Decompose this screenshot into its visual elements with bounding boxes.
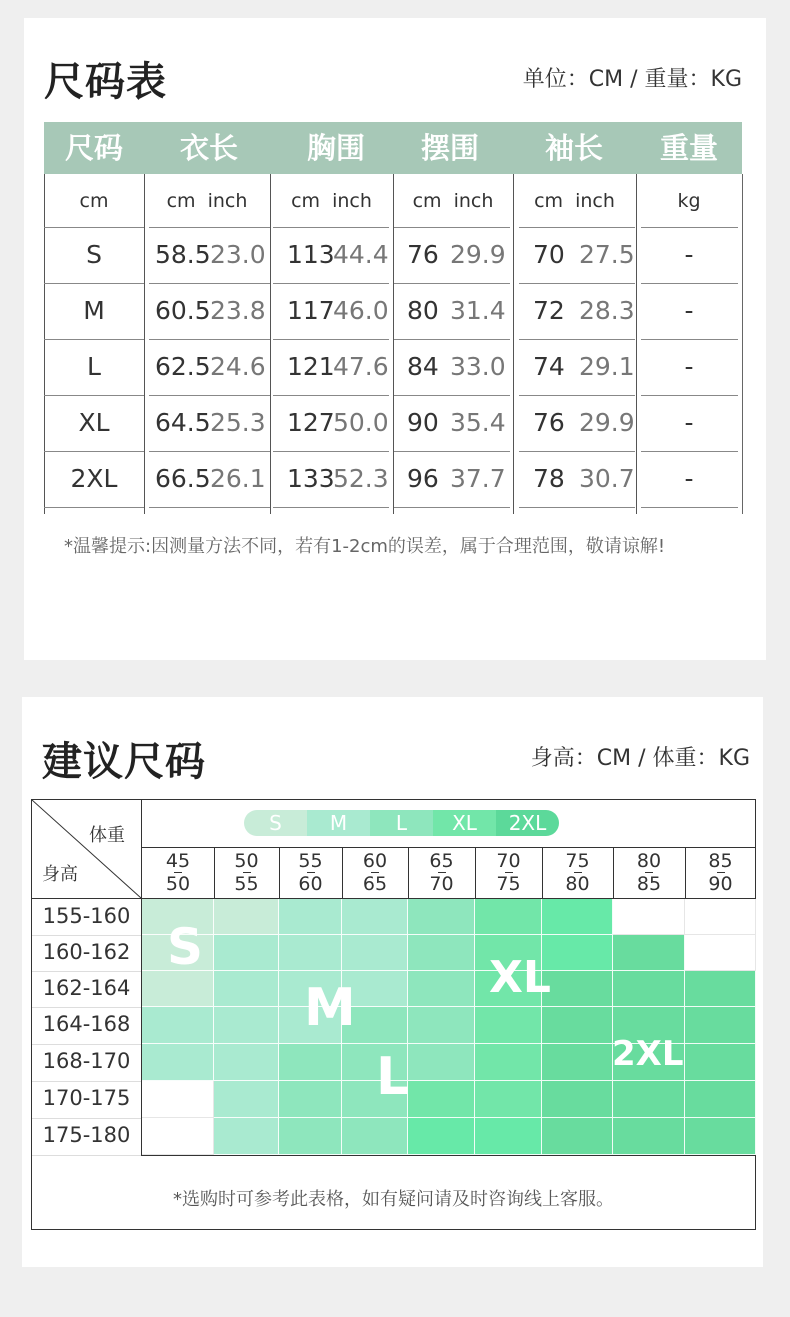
range-dash <box>717 872 725 873</box>
row-divider <box>32 1155 141 1156</box>
size-cell <box>685 1081 756 1118</box>
region-label-l: L <box>376 1047 410 1107</box>
inch-value: 26.1 <box>210 464 266 493</box>
weight-to: 70 <box>429 873 454 895</box>
height-axis-label: 身高 <box>42 864 78 885</box>
weight-column-label <box>613 850 685 896</box>
header-weight: 重量 <box>659 131 718 165</box>
range-dash <box>174 872 182 873</box>
cm-value: 78 <box>533 464 565 493</box>
size-cell <box>142 971 214 1007</box>
size-cell <box>342 899 408 935</box>
row-divider <box>394 507 510 508</box>
cm-value: 70 <box>533 240 565 269</box>
range-dash <box>371 872 379 873</box>
row-divider <box>394 339 510 340</box>
row-divider <box>519 339 635 340</box>
row-divider <box>273 507 389 508</box>
weight-to: 85 <box>636 873 662 895</box>
size-label: 2XL <box>70 464 118 493</box>
column-divider <box>44 174 45 514</box>
size-cell <box>279 1081 342 1118</box>
size-cell <box>408 1081 475 1118</box>
header-size: 尺码 <box>64 131 123 165</box>
row-divider <box>44 283 144 284</box>
inch-value: 29.9 <box>579 408 635 437</box>
row-divider <box>641 227 738 228</box>
size-cell <box>542 1118 613 1155</box>
weight-column-label <box>279 850 342 896</box>
row-divider <box>44 339 144 340</box>
size-cell <box>542 935 613 971</box>
size-cell <box>214 1081 279 1118</box>
inch-value: 29.9 <box>450 240 506 269</box>
row-divider <box>394 227 510 228</box>
column-divider <box>144 174 145 514</box>
range-dash <box>243 872 251 873</box>
cm-value: 64.5 <box>155 408 211 437</box>
size-cell <box>685 935 756 971</box>
size-table-body <box>44 174 742 514</box>
recommendation-note: *选购时可参考此表格，如有疑问请及时咨询线上客服。 <box>173 1189 614 1210</box>
column-divider <box>214 847 215 899</box>
weight-value: - <box>684 464 694 493</box>
size-cell <box>142 1118 214 1155</box>
header-hem: 摆围 <box>420 131 479 165</box>
weight-column-label <box>685 850 756 896</box>
weight-value: - <box>684 296 694 325</box>
row-divider <box>32 1081 141 1082</box>
weight-to: 75 <box>496 873 521 895</box>
recommendation-unit: 身高：CM / 体重：KG <box>530 746 750 771</box>
height-row-label: 168-170 <box>42 1049 131 1073</box>
cm-value: 74 <box>533 352 565 381</box>
cm-value: 117 <box>287 296 335 325</box>
weight-to: 80 <box>565 873 590 895</box>
size-cell <box>142 1081 214 1118</box>
size-cell <box>685 1118 756 1155</box>
size-label: S <box>86 240 102 269</box>
weight-value: - <box>684 352 694 381</box>
cm-value: 127 <box>287 408 335 437</box>
size-label: XL <box>78 408 110 437</box>
column-divider <box>636 174 637 514</box>
size-cell <box>408 1007 475 1044</box>
size-cell <box>475 1118 542 1155</box>
header-length: 衣长 <box>179 131 238 165</box>
inch-value: 44.4 <box>333 240 389 269</box>
weight-column-label <box>142 850 214 896</box>
column-divider <box>513 174 514 514</box>
weight-to: 55 <box>234 873 259 895</box>
size-cell <box>542 1044 613 1081</box>
row-divider <box>273 227 389 228</box>
row-divider <box>273 451 389 452</box>
legend-item-s: S <box>244 810 307 836</box>
inch-value: 28.3 <box>579 296 635 325</box>
size-cell <box>542 1007 613 1044</box>
size-cell <box>475 1044 542 1081</box>
weight-from: 55 <box>298 850 323 872</box>
weight-column-label <box>542 850 613 896</box>
subheader-4: cm inch <box>534 190 615 212</box>
cm-value: 96 <box>407 464 439 493</box>
inch-value: 23.0 <box>210 240 266 269</box>
inch-value: 35.4 <box>450 408 506 437</box>
cm-value: 58.5 <box>155 240 211 269</box>
subheader-0: cm <box>79 190 109 212</box>
subheader-3: cm inch <box>412 190 494 212</box>
weight-to: 90 <box>708 873 733 895</box>
cm-value: 84 <box>407 352 439 381</box>
header-sleeve: 袖长 <box>544 131 603 165</box>
row-divider <box>44 451 144 452</box>
size-cell <box>214 899 279 935</box>
size-cell <box>408 971 475 1007</box>
size-cell <box>214 935 279 971</box>
size-label: M <box>83 296 105 325</box>
size-cell <box>342 1118 408 1155</box>
legend-item-2xl: 2XL <box>496 810 559 836</box>
size-cell <box>279 1118 342 1155</box>
region-label-2xl: 2XL <box>612 1034 684 1074</box>
subheader-2: cm inch <box>291 190 372 212</box>
size-cell <box>408 1044 475 1081</box>
size-cell <box>408 1118 475 1155</box>
row-divider <box>32 935 141 936</box>
row-divider <box>394 283 510 284</box>
column-divider <box>542 847 543 899</box>
cm-value: 62.5 <box>155 352 211 381</box>
size-cell <box>279 899 342 935</box>
cm-value: 90 <box>407 408 439 437</box>
row-divider <box>149 395 270 396</box>
size-cell <box>685 971 756 1007</box>
size-chart-unit: 单位：CM / 重量：KG <box>522 67 742 92</box>
size-cell <box>685 1007 756 1044</box>
height-row-label: 175-180 <box>42 1123 131 1147</box>
row-divider <box>641 507 738 508</box>
size-cell <box>214 1044 279 1081</box>
column-divider <box>685 847 686 899</box>
size-cell <box>613 1118 685 1155</box>
range-dash <box>645 872 653 873</box>
size-cell <box>142 1007 214 1044</box>
size-legend <box>244 810 559 836</box>
inch-value: 47.6 <box>333 352 389 381</box>
size-cell <box>408 935 475 971</box>
inch-value: 24.6 <box>210 352 266 381</box>
size-cell <box>214 1118 279 1155</box>
size-cell <box>613 971 685 1007</box>
size-chart-title: 尺码表 <box>44 59 167 105</box>
size-cell <box>214 1007 279 1044</box>
size-cell <box>475 1081 542 1118</box>
cm-value: 121 <box>287 352 335 381</box>
column-divider <box>742 174 743 514</box>
size-cell <box>685 1044 756 1081</box>
weight-value: - <box>684 240 694 269</box>
weight-column-label <box>214 850 279 896</box>
row-divider <box>394 451 510 452</box>
height-row-label: 155-160 <box>42 904 131 928</box>
size-cell <box>214 971 279 1007</box>
row-divider <box>149 507 270 508</box>
cm-value: 76 <box>533 408 565 437</box>
recommendation-title: 建议尺码 <box>42 739 206 785</box>
size-cell <box>408 899 475 935</box>
weight-column-label <box>342 850 408 896</box>
row-divider <box>519 451 635 452</box>
row-divider <box>149 227 270 228</box>
weight-from: 65 <box>429 850 454 872</box>
row-divider <box>641 339 738 340</box>
inch-value: 30.7 <box>579 464 635 493</box>
weight-from: 75 <box>565 850 590 872</box>
inch-value: 31.4 <box>450 296 506 325</box>
cm-value: 72 <box>533 296 565 325</box>
inch-value: 52.3 <box>333 464 389 493</box>
row-divider <box>519 227 635 228</box>
weight-axis-label: 体重 <box>89 825 125 846</box>
size-cell <box>142 1044 214 1081</box>
inch-value: 23.8 <box>210 296 266 325</box>
row-divider <box>394 395 510 396</box>
inch-value: 27.5 <box>579 240 635 269</box>
row-divider <box>519 395 635 396</box>
header-chest: 胸围 <box>306 131 365 165</box>
legend-item-xl: XL <box>433 810 496 836</box>
row-divider <box>32 971 141 972</box>
cm-value: 60.5 <box>155 296 211 325</box>
inch-value: 33.0 <box>450 352 506 381</box>
row-divider <box>641 395 738 396</box>
column-divider <box>408 847 409 899</box>
row-divider <box>273 283 389 284</box>
size-chart-note: *温馨提示:因测量方法不同，若有1-2cm的误差，属于合理范围，敬请谅解! <box>64 536 666 557</box>
row-divider <box>273 339 389 340</box>
row-divider <box>149 451 270 452</box>
size-cell <box>613 899 685 935</box>
height-row-label: 162-164 <box>42 976 131 1000</box>
weight-from: 50 <box>234 850 259 872</box>
row-divider <box>44 395 144 396</box>
height-row-label: 164-168 <box>42 1012 131 1036</box>
weight-to: 50 <box>165 873 191 895</box>
cm-value: 66.5 <box>155 464 211 493</box>
weight-from: 80 <box>636 850 662 872</box>
range-dash <box>438 872 446 873</box>
row-divider <box>32 1118 141 1119</box>
height-row-label: 160-162 <box>42 940 131 964</box>
row-divider <box>149 283 270 284</box>
weight-from: 85 <box>708 850 733 872</box>
row-divider <box>641 283 738 284</box>
weight-from: 60 <box>362 850 388 872</box>
subheader-1: cm inch <box>166 190 248 212</box>
cm-value: 80 <box>407 296 439 325</box>
size-cell <box>542 971 613 1007</box>
size-cell <box>613 1081 685 1118</box>
column-divider <box>342 847 343 899</box>
weight-value: - <box>684 408 694 437</box>
size-table <box>44 122 742 514</box>
recommendation-table <box>31 799 756 1230</box>
inch-value: 37.7 <box>450 464 506 493</box>
row-divider <box>32 1044 141 1045</box>
size-table-header <box>44 122 742 174</box>
row-divider <box>149 339 270 340</box>
size-label: L <box>87 352 101 381</box>
row-divider <box>641 451 738 452</box>
row-divider <box>519 507 635 508</box>
weight-to: 60 <box>298 873 323 895</box>
size-cell <box>685 899 756 935</box>
column-divider <box>270 174 271 514</box>
size-cell <box>342 935 408 971</box>
header-hline-1 <box>141 847 756 848</box>
size-cell <box>475 899 542 935</box>
inch-value: 50.0 <box>333 408 389 437</box>
size-cell <box>542 899 613 935</box>
column-divider <box>613 847 614 899</box>
column-divider <box>475 847 476 899</box>
row-divider <box>44 227 144 228</box>
size-cell <box>279 935 342 971</box>
size-cell <box>279 1044 342 1081</box>
subheader-5: kg <box>677 190 701 212</box>
cm-value: 113 <box>287 240 335 269</box>
size-cell <box>613 935 685 971</box>
weight-column-label <box>408 850 475 896</box>
legend-item-l: L <box>370 810 433 836</box>
range-dash <box>307 872 315 873</box>
size-cell <box>475 1007 542 1044</box>
inch-value: 46.0 <box>333 296 389 325</box>
cm-value: 133 <box>287 464 335 493</box>
row-divider <box>32 1007 141 1008</box>
inch-value: 25.3 <box>210 408 266 437</box>
region-label-m: M <box>304 978 356 1038</box>
row-divider <box>273 395 389 396</box>
weight-from: 70 <box>496 850 521 872</box>
row-divider <box>519 283 635 284</box>
column-divider <box>393 174 394 514</box>
weight-column-label <box>475 850 542 896</box>
height-row-label: 170-175 <box>42 1086 131 1110</box>
row-divider <box>44 507 144 508</box>
region-label-s: S <box>167 918 204 976</box>
column-divider <box>279 847 280 899</box>
legend-item-m: M <box>307 810 370 836</box>
weight-to: 65 <box>362 873 388 895</box>
cm-value: 76 <box>407 240 439 269</box>
inch-value: 29.1 <box>579 352 635 381</box>
region-label-xl: XL <box>489 952 551 1003</box>
size-cell <box>542 1081 613 1118</box>
range-dash <box>505 872 513 873</box>
range-dash <box>574 872 582 873</box>
weight-from: 45 <box>165 850 191 872</box>
